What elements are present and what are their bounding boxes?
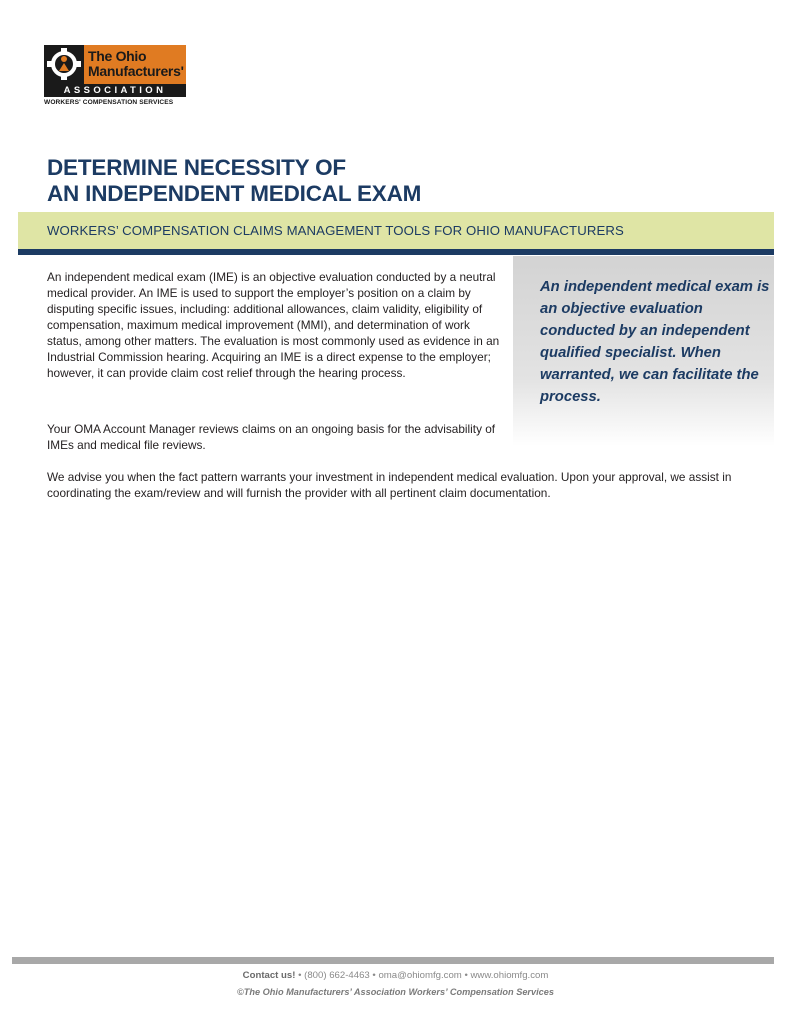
oma-logo — [44, 45, 186, 106]
body-paragraph-1: An independent medical exam (IME) is an objective evaluation conducted by a neutral medical provider. An IME is used to support the employer’s position on a claim by disputing specific issues, including: additional allowances, claim validity, eligibility of compensation, maximum medical improvement (MMI), and determination of work status, among other matters. The evaluation is most commonly used as evidence in an Industrial Commission hearing. Acquiring an IME is a direct expense to the employer; however, it can provide claim cost relief through the hearing process. — [47, 270, 500, 380]
footer-contact — [0, 970, 791, 981]
page-title — [47, 155, 421, 207]
body-paragraph-2: Your OMA Account Manager reviews claims on an ongoing basis for the advisability of IMEs and medical file reviews. — [47, 422, 496, 452]
logo-name-line1: The Ohio — [88, 48, 147, 64]
footer-sep-1: • — [298, 970, 302, 981]
footer-website[interactable]: www.ohiomfg.com — [470, 970, 549, 981]
banner-divider — [18, 249, 774, 255]
footer-phone[interactable]: (800) 662-4463 — [304, 970, 370, 981]
footer-divider — [12, 957, 774, 964]
footer-copyright: ©The Ohio Manufacturers’ Association Workers’ Compensation Services — [236, 987, 554, 997]
logo-subtitle: WORKERS' COMPENSATION SERVICES — [44, 99, 174, 106]
page-title-line1: DETERMINE NECESSITY OF — [47, 155, 346, 180]
logo-name-line2: Manufacturers' — [88, 63, 184, 79]
footer-sep-2: • — [372, 970, 376, 981]
page-title-line2: AN INDEPENDENT MEDICAL EXAM — [47, 181, 422, 206]
footer-email[interactable]: oma@ohiomfg.com — [378, 970, 462, 981]
footer-sep-3: • — [464, 970, 468, 981]
footer-contact-label: Contact us! — [242, 970, 296, 981]
pullquote-text: An independent medical exam is an objective evaluation conducted by an independent qualified specialist. When warranted, we can facilitate the process. — [540, 279, 770, 405]
gear-person-icon — [44, 45, 84, 84]
logo-association: ASSOCIATION — [44, 84, 186, 97]
body-paragraph-3: We advise you when the fact pattern warrants your investment in independent medical evaluation. Upon your approval, we assist in coordinating the exam/review and will furnish the provider with all pertinent claim documentation. — [47, 470, 732, 500]
section-banner: WORKERS’ COMPENSATION CLAIMS MANAGEMENT TOOLS FOR OHIO MANUFACTURERS — [18, 212, 774, 249]
pullquote-box — [513, 256, 774, 446]
